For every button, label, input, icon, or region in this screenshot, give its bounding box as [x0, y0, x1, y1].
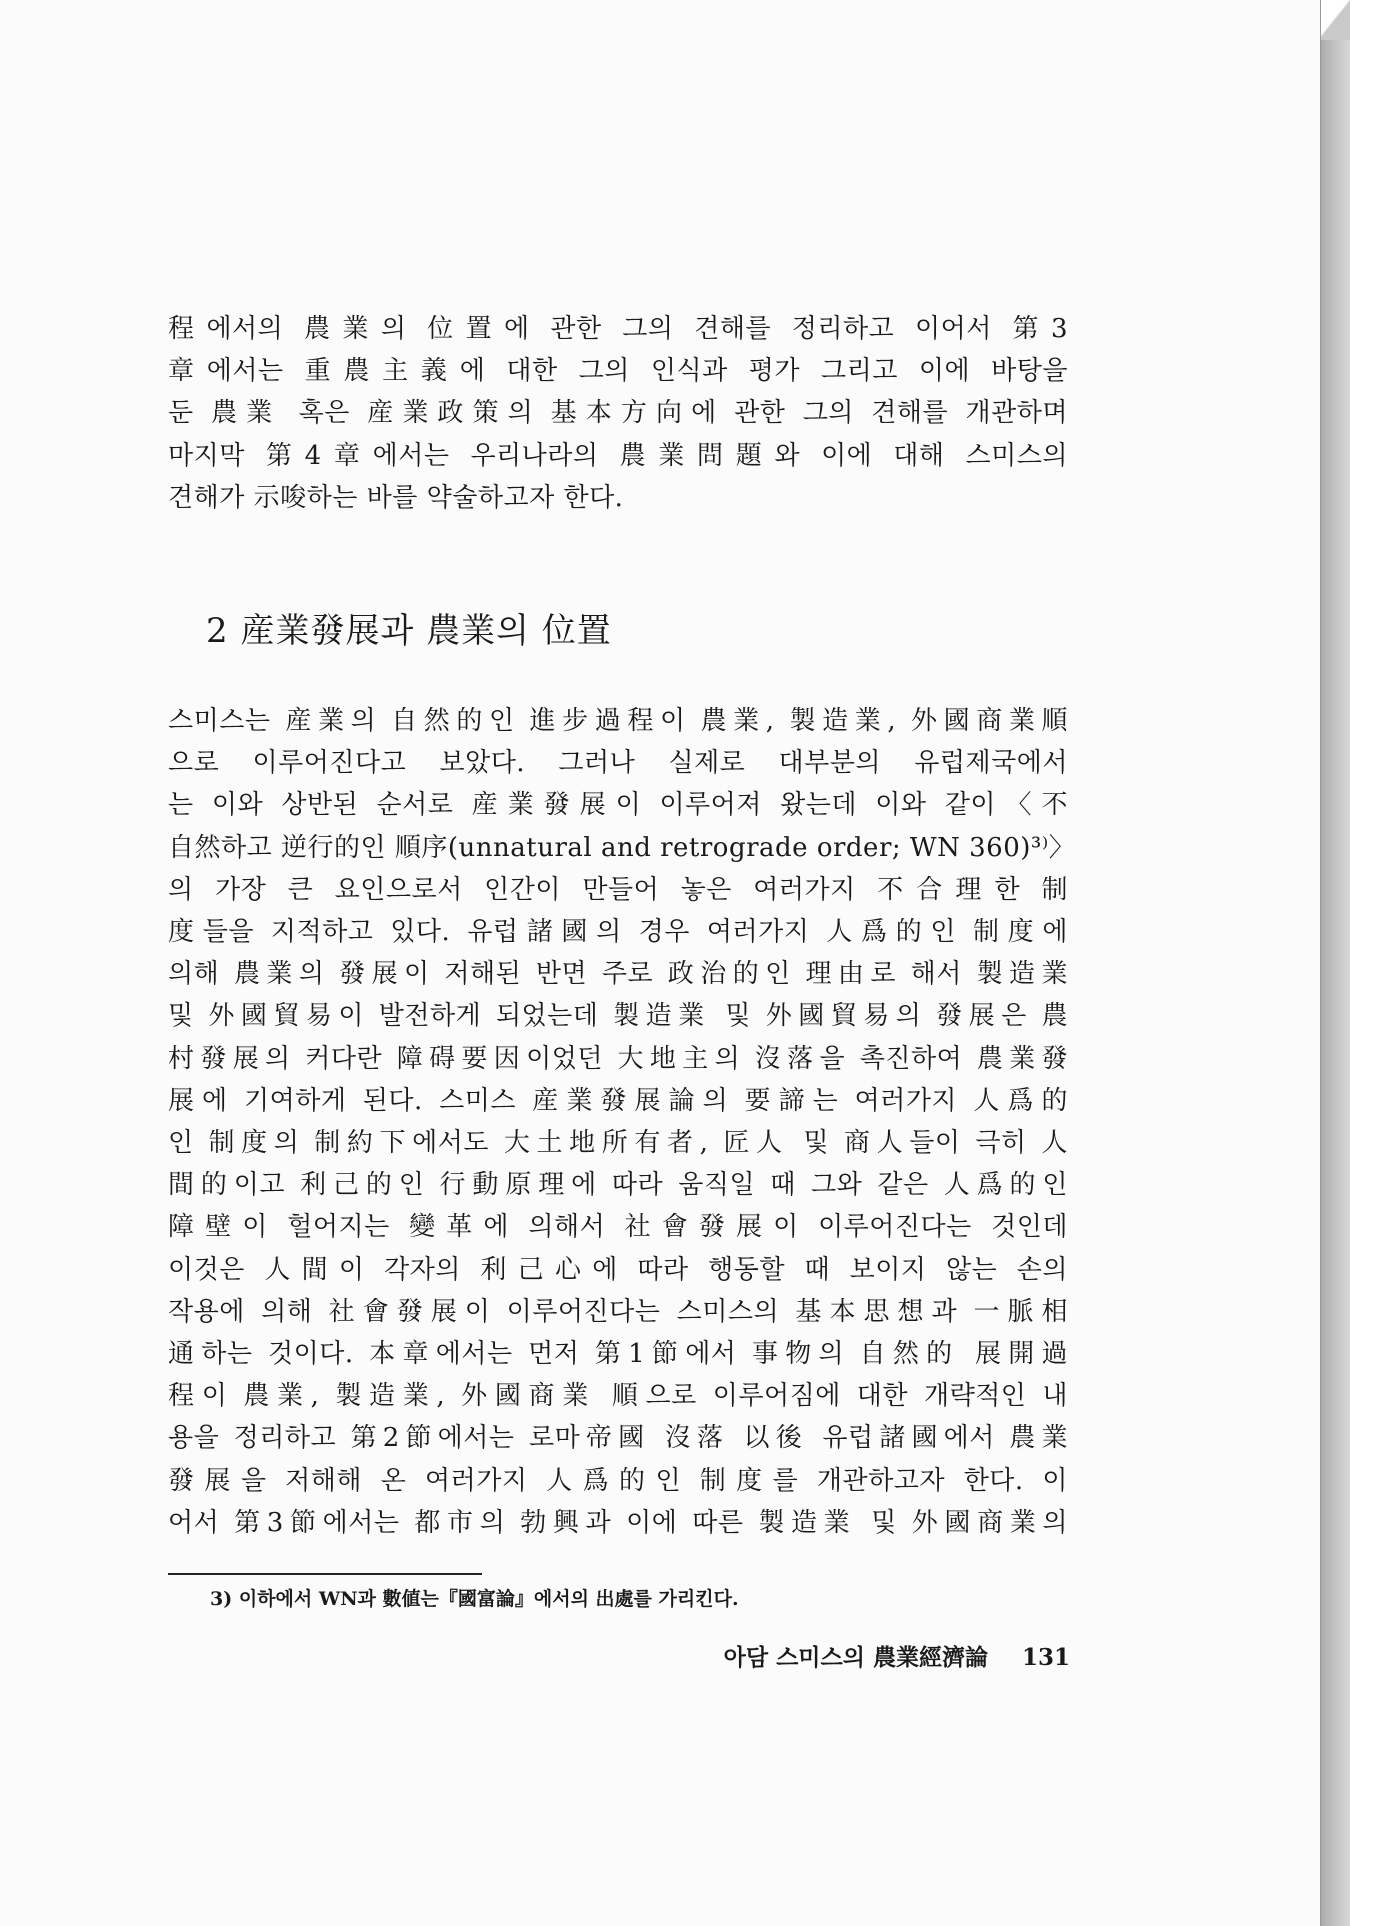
intro-line: 견해가 示唆하는 바를 약술하고자 한다. [168, 482, 624, 513]
running-title: 아담 스미스의 農業經濟論 [723, 1644, 988, 1671]
page-corner-fold [1318, 0, 1350, 40]
body-line: 自然하고 逆行的인 順序(unnatural and retrograde order; WN 360)³⁾〉 [168, 832, 1076, 863]
body-line: 程이 農業, 製造業, 外國商業 順으로 이루어짐에 대한 개략적인 내 [168, 1381, 1068, 1412]
body-line: 으로 이루어진다고 보았다. 그러나 실제로 대부분의 유럽제국에서 [168, 748, 1068, 779]
section-heading: 2 産業發展과 農業의 位置 [206, 611, 612, 651]
footnote: 3) 이하에서 WN과 數値는『國富論』에서의 出處를 가리킨다. [210, 1588, 739, 1610]
body-line: 障壁이 헐어지는 變革에 의해서 社會發展이 이루어진다는 것인데 [168, 1212, 1068, 1243]
body-line: 인 制度의 制約下에서도 大土地所有者, 匠人 및 商人들이 극히 人 [168, 1128, 1068, 1159]
body-line: 의해 農業의 發展이 저해된 반면 주로 政治的인 理由로 해서 製造業 [168, 959, 1068, 990]
body-line: 間的이고 利己的인 行動原理에 따라 움직일 때 그와 같은 人爲的인 [168, 1170, 1068, 1201]
body-paragraph [168, 700, 1076, 1544]
body-line: 村發展의 커다란 障碍要因이었던 大地主의 沒落을 촉진하여 農業發 [168, 1043, 1068, 1074]
body-line: 어서 第3節에서는 都市의 勃興과 이에 따른 製造業 및 外國商業의 [168, 1507, 1068, 1538]
intro-line: 程에서의 農業의 位置에 관한 그의 견해를 정리하고 이어서 第3 [168, 314, 1068, 344]
body-line: 는 이와 상반된 순서로 産業發展이 이루어져 왔는데 이와 같이〈不 [168, 790, 1068, 821]
intro-line: 둔 農業 혹은 産業政策의 基本方向에 관한 그의 견해를 개관하며 [168, 398, 1068, 429]
footnote-divider [168, 1573, 482, 1575]
running-footer [670, 1640, 1070, 1676]
page-number: 131 [1021, 1644, 1070, 1671]
intro-line: 章에서는 重農主義에 대한 그의 인식과 평가 그리고 이에 바탕을 [168, 356, 1068, 387]
intro-line: 마지막 第4章에서는 우리나라의 農業問題와 이에 대해 스미스의 [168, 440, 1068, 471]
body-line: 작용에 의해 社會發展이 이루어진다는 스미스의 基本思想과 一脈相 [168, 1296, 1068, 1327]
body-line: 스미스는 産業의 自然的인 進步過程이 農業, 製造業, 外國商業順 [168, 706, 1068, 736]
intro-paragraph [168, 308, 1068, 519]
body-line: 通하는 것이다. 本章에서는 먼저 第1節에서 事物의 自然的 展開過 [168, 1339, 1068, 1370]
body-line: 發展을 저해해 온 여러가지 人爲的인 制度를 개관하고자 한다. 이 [168, 1465, 1068, 1496]
body-line: 度들을 지적하고 있다. 유럽諸國의 경우 여러가지 人爲的인 制度에 [168, 917, 1068, 948]
body-line: 및 外國貿易이 발전하게 되었는데 製造業 및 外國貿易의 發展은 農 [168, 1001, 1068, 1032]
body-line: 의 가장 큰 요인으로서 인간이 만들어 놓은 여러가지 不合理한 制 [168, 874, 1068, 905]
body-line: 이것은 人間이 각자의 利己心에 따라 행동할 때 보이지 않는 손의 [168, 1254, 1068, 1285]
body-line: 용을 정리하고 第2節에서는 로마帝國 沒落 以後 유럽諸國에서 農業 [168, 1423, 1068, 1454]
body-line: 展에 기여하게 된다. 스미스 産業發展論의 要諦는 여러가지 人爲的 [168, 1085, 1068, 1116]
